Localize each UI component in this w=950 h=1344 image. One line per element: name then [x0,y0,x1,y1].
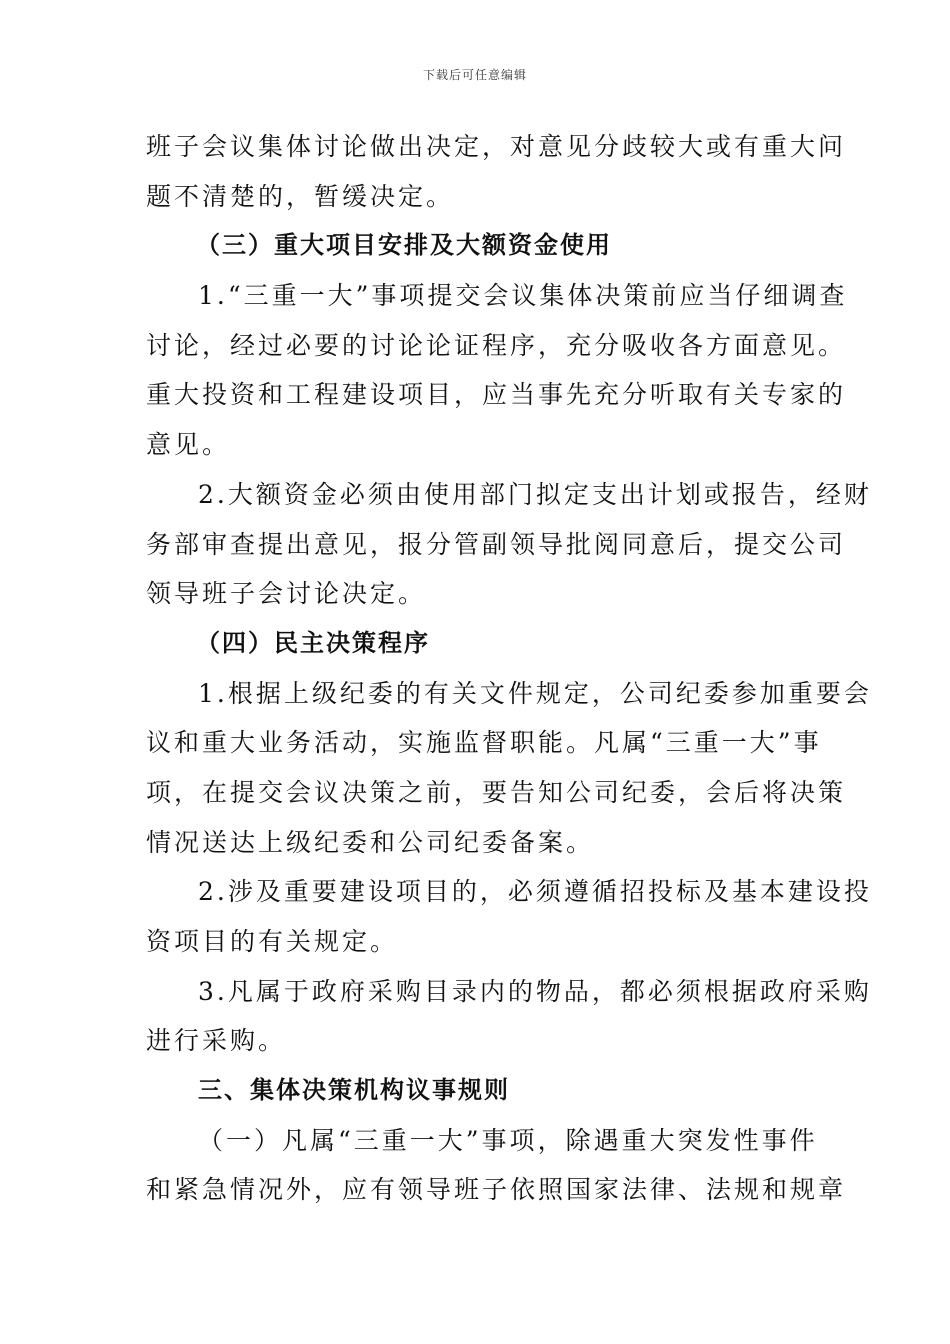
paragraph-line: 1.“三重一大”事项提交会议集体决策前应当仔细调查 [198,281,848,311]
paragraph-line: 讨论，经过必要的讨论论证程序，充分吸收各方面意见。 [146,330,847,360]
paragraph-line: 意见。 [146,430,231,460]
page-header-note: 下载后可任意编辑 [422,68,527,82]
paragraph-line: 2.涉及重要建设项目的，必须遵循招投标及基本建设投 [198,877,872,907]
paragraph-line: 资项目的有关规定。 [146,927,399,956]
paragraph-line: 务部审查提出意见，报分管副领导批阅同意后，提交公司 [146,529,847,559]
paragraph-line: 重大投资和工程建设项目，应当事先充分听取有关专家的 [146,380,847,410]
paragraph-line: 进行采购。 [146,1026,287,1056]
paragraph-line: 3.凡属于政府采购目录内的物品，都必须根据政府采购 [198,976,872,1006]
paragraph-line: 题不清楚的，暂缓决定。 [146,181,455,211]
chapter-heading: 三、集体决策机构议事规则 [198,1076,510,1105]
paragraph-line: 和紧急情况外，应有领导班子依照国家法律、法规和规章 [146,1175,847,1205]
paragraph-line: 领导班子会讨论决定。 [146,579,427,609]
paragraph-line: 班子会议集体讨论做出决定，对意见分歧较大或有重大问 [146,132,847,161]
paragraph-line: 议和重大业务活动，实施监督职能。凡属“三重一大”事 [146,728,822,758]
paragraph-line: 项，在提交会议决策之前，要告知公司纪委，会后将决策 [146,777,847,807]
paragraph-line: 情况送达上级纪委和公司纪委备案。 [146,827,595,857]
paragraph-line: 1.根据上级纪委的有关文件规定，公司纪委参加重要会 [198,678,872,708]
section-heading-4: （四）民主决策程序 [196,628,430,657]
document-body [146,122,872,1215]
paragraph-line: （一）凡属“三重一大”事项，除遇重大突发性事件 [198,1125,818,1155]
paragraph-line: 2.大额资金必须由使用部门拟定支出计划或报告，经财 [198,479,872,509]
section-heading-3: （三）重大项目安排及大额资金使用 [196,231,612,260]
